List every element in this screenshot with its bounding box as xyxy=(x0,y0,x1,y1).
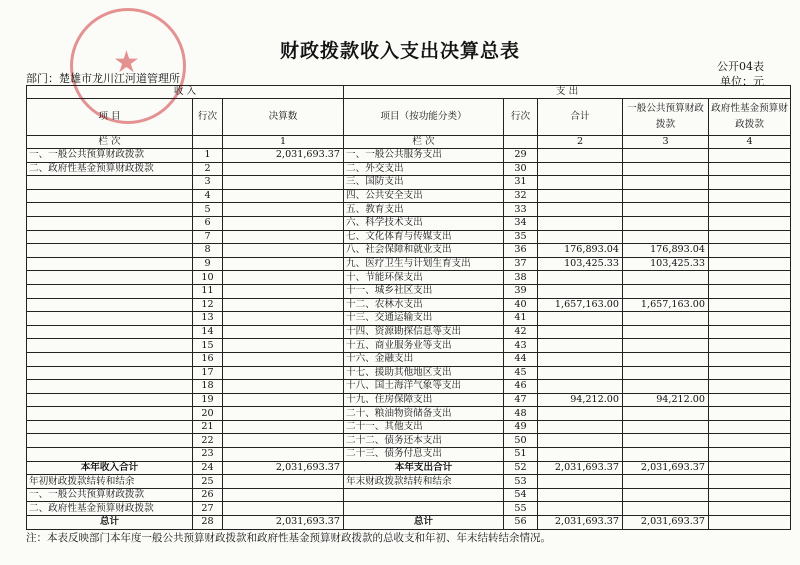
grand-total-general: 2,031,693.37 xyxy=(623,516,709,530)
carry-end-seq: 53 xyxy=(504,475,538,489)
income-value xyxy=(223,203,344,217)
income-item xyxy=(27,189,193,203)
income-item xyxy=(27,203,193,217)
carry-gen-seq: 26 xyxy=(193,488,223,502)
col-fund: 政府性基金预算财政拨款 xyxy=(709,99,791,136)
carry-gen-value xyxy=(223,488,344,502)
page-title: 财政拨款收入支出决算总表 xyxy=(279,40,520,62)
expense-general xyxy=(623,189,709,203)
footnote: 注：本表反映部门本年度一般公共预算财政拨款和政府性基金预算财政拨款的总收支和年初、年末结转结余情况。 xyxy=(26,532,551,544)
expense-total xyxy=(538,216,623,230)
expense-item: 四、公共安全支出 xyxy=(344,189,504,203)
expense-total xyxy=(538,407,623,421)
income-item xyxy=(27,230,193,244)
expense-item: 十八、国土海洋气象等支出 xyxy=(344,380,504,394)
seal-star-icon: ★ xyxy=(113,45,140,80)
expense-seq: 39 xyxy=(504,284,538,298)
expense-item: 八、社会保障和就业支出 xyxy=(344,244,504,258)
table-row xyxy=(27,257,791,271)
income-seq: 23 xyxy=(193,448,223,462)
expense-total-general: 2,031,693.37 xyxy=(623,461,709,475)
income-seq: 9 xyxy=(193,257,223,271)
income-seq: 18 xyxy=(193,380,223,394)
lanci-label-2: 栏 次 xyxy=(344,136,504,149)
lanci-num-4: 4 xyxy=(709,136,791,149)
carry-begin-label: 年初财政拨款结转和结余 xyxy=(27,475,193,489)
expense-total xyxy=(538,434,623,448)
income-value xyxy=(223,271,344,285)
expense-fund xyxy=(709,366,791,380)
expense-total xyxy=(538,339,623,353)
expense-seq: 36 xyxy=(504,244,538,258)
expense-fund xyxy=(709,284,791,298)
expense-item: 十二、农林水支出 xyxy=(344,298,504,312)
expense-header: 支 出 xyxy=(344,86,791,99)
expense-general xyxy=(623,352,709,366)
grand-total-label: 总计 xyxy=(27,516,193,530)
expense-fund xyxy=(709,298,791,312)
table-row xyxy=(27,216,791,230)
income-value xyxy=(223,434,344,448)
income-value xyxy=(223,216,344,230)
expense-seq: 49 xyxy=(504,420,538,434)
expense-item: 五、教育支出 xyxy=(344,203,504,217)
expense-item: 七、文化体育与传媒支出 xyxy=(344,230,504,244)
income-seq: 3 xyxy=(193,176,223,190)
expense-fund xyxy=(709,407,791,421)
expense-total xyxy=(538,149,623,163)
expense-general xyxy=(623,176,709,190)
income-item xyxy=(27,298,193,312)
expense-fund xyxy=(709,257,791,271)
table-row xyxy=(27,230,791,244)
lanci-num-3: 3 xyxy=(623,136,709,149)
income-value: 2,031,693.37 xyxy=(223,149,344,163)
expense-item: 十九、住房保障支出 xyxy=(344,393,504,407)
income-seq: 12 xyxy=(193,298,223,312)
table-row xyxy=(27,244,791,258)
col-final: 决算数 xyxy=(223,99,344,136)
income-value xyxy=(223,380,344,394)
expense-general xyxy=(623,366,709,380)
expense-fund xyxy=(709,244,791,258)
income-item xyxy=(27,271,193,285)
income-item xyxy=(27,352,193,366)
income-item xyxy=(27,407,193,421)
income-total-label: 本年收入合计 xyxy=(27,461,193,475)
expense-general xyxy=(623,203,709,217)
income-seq: 5 xyxy=(193,203,223,217)
income-seq: 22 xyxy=(193,434,223,448)
expense-total xyxy=(538,380,623,394)
unit-label: 单位：元 xyxy=(720,75,764,88)
expense-seq: 31 xyxy=(504,176,538,190)
income-item xyxy=(27,216,193,230)
expense-seq: 35 xyxy=(504,230,538,244)
expense-total xyxy=(538,189,623,203)
table-row xyxy=(27,352,791,366)
expense-general xyxy=(623,312,709,326)
expense-general xyxy=(623,284,709,298)
income-item: 二、政府性基金预算财政拨款 xyxy=(27,162,193,176)
grand-total-rseq: 56 xyxy=(504,516,538,530)
income-value xyxy=(223,257,344,271)
table-row xyxy=(27,339,791,353)
income-seq: 6 xyxy=(193,216,223,230)
expense-seq: 45 xyxy=(504,366,538,380)
col-project: 项目（按功能分类） xyxy=(344,99,504,136)
expense-fund xyxy=(709,434,791,448)
expense-item: 十七、援助其他地区支出 xyxy=(344,366,504,380)
table-row xyxy=(27,420,791,434)
income-value xyxy=(223,420,344,434)
expense-item: 二十二、债务还本支出 xyxy=(344,434,504,448)
carry-fund-value xyxy=(223,502,344,516)
expense-seq: 32 xyxy=(504,189,538,203)
expense-fund xyxy=(709,189,791,203)
table-row xyxy=(27,271,791,285)
expense-item: 三、国防支出 xyxy=(344,176,504,190)
expense-item: 二、外交支出 xyxy=(344,162,504,176)
income-item xyxy=(27,434,193,448)
expense-fund xyxy=(709,271,791,285)
income-seq: 1 xyxy=(193,149,223,163)
col-general: 一般公共预算财政拨款 xyxy=(623,99,709,136)
carry-end-label: 年末财政拨款结转和结余 xyxy=(344,475,504,489)
grand-total-value: 2,031,693.37 xyxy=(223,516,344,530)
income-value xyxy=(223,244,344,258)
expense-total xyxy=(538,203,623,217)
income-item xyxy=(27,366,193,380)
income-seq: 14 xyxy=(193,325,223,339)
expense-general xyxy=(623,434,709,448)
expense-seq: 37 xyxy=(504,257,538,271)
income-seq: 4 xyxy=(193,189,223,203)
expense-fund xyxy=(709,216,791,230)
expense-general xyxy=(623,407,709,421)
expense-item: 十、节能环保支出 xyxy=(344,271,504,285)
expense-fund xyxy=(709,420,791,434)
expense-seq: 43 xyxy=(504,339,538,353)
income-value xyxy=(223,325,344,339)
income-seq: 2 xyxy=(193,162,223,176)
income-seq: 7 xyxy=(193,230,223,244)
table-row xyxy=(27,393,791,407)
carry-begin-seq: 25 xyxy=(193,475,223,489)
carry-gen-label: 一、一般公共预算财政拨款 xyxy=(27,488,193,502)
income-item xyxy=(27,339,193,353)
expense-seq: 44 xyxy=(504,352,538,366)
expense-seq: 42 xyxy=(504,325,538,339)
table-row xyxy=(27,189,791,203)
income-item xyxy=(27,420,193,434)
expense-seq: 46 xyxy=(504,380,538,394)
budget-table xyxy=(26,85,791,530)
expense-fund xyxy=(709,149,791,163)
income-value xyxy=(223,339,344,353)
expense-seq: 29 xyxy=(504,149,538,163)
carry-fund-label: 二、政府性基金预算财政拨款 xyxy=(27,502,193,516)
expense-total xyxy=(538,162,623,176)
expense-fund xyxy=(709,448,791,462)
income-item: 一、一般公共预算财政拨款 xyxy=(27,149,193,163)
col-seq: 行次 xyxy=(193,99,223,136)
expense-item: 二十一、其他支出 xyxy=(344,420,504,434)
expense-seq: 47 xyxy=(504,393,538,407)
expense-total: 103,425.33 xyxy=(538,257,623,271)
grand-total-rlabel: 总计 xyxy=(344,516,504,530)
expense-total xyxy=(538,352,623,366)
expense-total-total: 2,031,693.37 xyxy=(538,461,623,475)
expense-total xyxy=(538,284,623,298)
income-seq: 13 xyxy=(193,312,223,326)
expense-fund xyxy=(709,325,791,339)
income-value xyxy=(223,352,344,366)
expense-general xyxy=(623,448,709,462)
income-seq: 11 xyxy=(193,284,223,298)
income-total-value: 2,031,693.37 xyxy=(223,461,344,475)
expense-total-label: 本年支出合计 xyxy=(344,461,504,475)
expense-seq: 38 xyxy=(504,271,538,285)
expense-fund xyxy=(709,380,791,394)
income-value xyxy=(223,312,344,326)
income-item xyxy=(27,244,193,258)
expense-total: 1,657,163.00 xyxy=(538,298,623,312)
carry-gen-rseq: 54 xyxy=(504,488,538,502)
expense-general xyxy=(623,339,709,353)
income-value xyxy=(223,298,344,312)
carry-fund-seq: 27 xyxy=(193,502,223,516)
income-seq: 19 xyxy=(193,393,223,407)
lanci-num-2: 2 xyxy=(538,136,623,149)
expense-seq: 34 xyxy=(504,216,538,230)
expense-general xyxy=(623,420,709,434)
expense-fund xyxy=(709,339,791,353)
expense-fund xyxy=(709,352,791,366)
income-value xyxy=(223,366,344,380)
grand-total-total: 2,031,693.37 xyxy=(538,516,623,530)
expense-item: 十四、资源勘探信息等支出 xyxy=(344,325,504,339)
income-value xyxy=(223,189,344,203)
income-seq: 8 xyxy=(193,244,223,258)
expense-item: 十五、商业服务业等支出 xyxy=(344,339,504,353)
expense-general xyxy=(623,216,709,230)
lanci-num-1: 1 xyxy=(223,136,344,149)
expense-total-seq: 52 xyxy=(504,461,538,475)
income-item xyxy=(27,284,193,298)
expense-seq: 30 xyxy=(504,162,538,176)
income-item xyxy=(27,448,193,462)
expense-item: 十三、交通运输支出 xyxy=(344,312,504,326)
income-item xyxy=(27,393,193,407)
expense-general: 94,212.00 xyxy=(623,393,709,407)
table-row xyxy=(27,380,791,394)
expense-total xyxy=(538,448,623,462)
income-seq: 21 xyxy=(193,420,223,434)
income-value xyxy=(223,230,344,244)
expense-seq: 33 xyxy=(504,203,538,217)
expense-total xyxy=(538,271,623,285)
col-seq2: 行次 xyxy=(504,99,538,136)
grand-total-fund xyxy=(709,516,791,530)
expense-seq: 40 xyxy=(504,298,538,312)
expense-general: 103,425.33 xyxy=(623,257,709,271)
expense-general: 176,893.04 xyxy=(623,244,709,258)
income-item xyxy=(27,312,193,326)
expense-item: 十六、金融支出 xyxy=(344,352,504,366)
expense-general xyxy=(623,271,709,285)
income-value xyxy=(223,393,344,407)
col-item: 项 目 xyxy=(27,99,193,136)
expense-seq: 41 xyxy=(504,312,538,326)
expense-total-fund xyxy=(709,461,791,475)
table-row xyxy=(27,176,791,190)
income-item xyxy=(27,176,193,190)
expense-total xyxy=(538,312,623,326)
income-seq: 10 xyxy=(193,271,223,285)
table-row xyxy=(27,448,791,462)
income-item xyxy=(27,325,193,339)
expense-fund xyxy=(709,230,791,244)
department-label: 部门：楚雄市龙川江河道管理所 xyxy=(26,72,180,85)
income-seq: 17 xyxy=(193,366,223,380)
expense-seq: 51 xyxy=(504,448,538,462)
expense-fund xyxy=(709,312,791,326)
table-row xyxy=(27,312,791,326)
expense-fund xyxy=(709,393,791,407)
income-item xyxy=(27,257,193,271)
expense-fund xyxy=(709,203,791,217)
expense-total: 176,893.04 xyxy=(538,244,623,258)
expense-fund xyxy=(709,176,791,190)
expense-item: 二十、粮油物资储备支出 xyxy=(344,407,504,421)
table-row xyxy=(27,325,791,339)
expense-item: 六、科学技术支出 xyxy=(344,216,504,230)
income-value xyxy=(223,162,344,176)
carry-fund-rseq: 55 xyxy=(504,502,538,516)
table-row xyxy=(27,149,791,163)
expense-general xyxy=(623,149,709,163)
income-seq: 20 xyxy=(193,407,223,421)
lanci-label: 栏 次 xyxy=(27,136,193,149)
income-header: 收 入 xyxy=(27,86,344,99)
expense-seq: 48 xyxy=(504,407,538,421)
income-seq: 15 xyxy=(193,339,223,353)
expense-general: 1,657,163.00 xyxy=(623,298,709,312)
income-item xyxy=(27,380,193,394)
expense-item: 二十三、债务付息支出 xyxy=(344,448,504,462)
income-value xyxy=(223,176,344,190)
carry-begin-value xyxy=(223,475,344,489)
expense-seq: 50 xyxy=(504,434,538,448)
expense-total xyxy=(538,325,623,339)
income-value xyxy=(223,448,344,462)
form-number: 公开04表 xyxy=(717,60,764,73)
expense-total xyxy=(538,230,623,244)
table-row xyxy=(27,284,791,298)
col-total: 合计 xyxy=(538,99,623,136)
table-row xyxy=(27,162,791,176)
income-value xyxy=(223,407,344,421)
table-row xyxy=(27,203,791,217)
expense-general xyxy=(623,230,709,244)
table-row xyxy=(27,298,791,312)
expense-item: 十一、城乡社区支出 xyxy=(344,284,504,298)
expense-total xyxy=(538,176,623,190)
table-row xyxy=(27,366,791,380)
table-row xyxy=(27,434,791,448)
expense-general xyxy=(623,380,709,394)
expense-total xyxy=(538,420,623,434)
income-seq: 16 xyxy=(193,352,223,366)
expense-total xyxy=(538,366,623,380)
expense-fund xyxy=(709,162,791,176)
expense-item: 一、一般公共服务支出 xyxy=(344,149,504,163)
expense-general xyxy=(623,162,709,176)
table-row xyxy=(27,407,791,421)
expense-general xyxy=(623,325,709,339)
expense-item: 九、医疗卫生与计划生育支出 xyxy=(344,257,504,271)
income-total-seq: 24 xyxy=(193,461,223,475)
expense-total: 94,212.00 xyxy=(538,393,623,407)
income-value xyxy=(223,284,344,298)
grand-total-seq: 28 xyxy=(193,516,223,530)
